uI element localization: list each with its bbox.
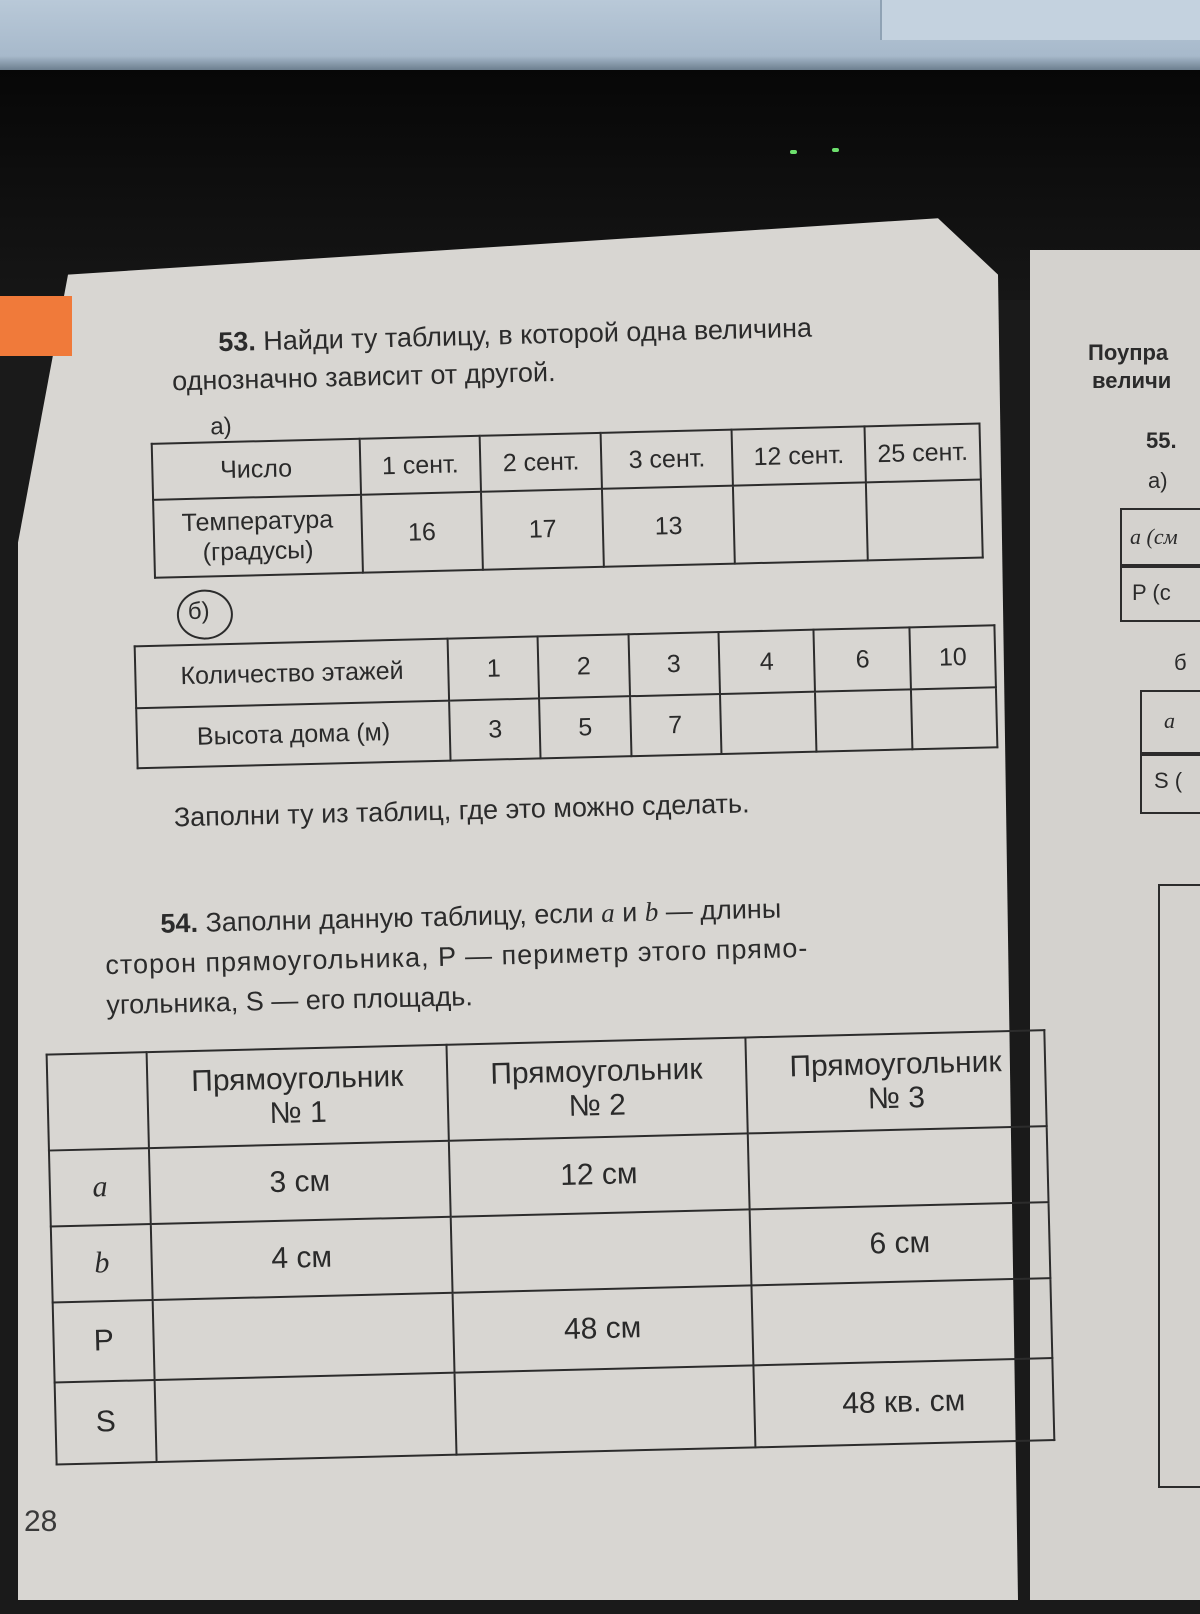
header-rect-1 [147,1045,448,1148]
ex53-part-a: а) [209,412,232,441]
table-b-cell: 3 [449,698,541,760]
ex53-number: 53. [217,326,257,358]
cell-a-3 [748,1126,1049,1209]
header-title: Прямоугольник [489,1052,703,1091]
right-row-a2: a [1164,708,1175,733]
right-table-cell [1140,690,1200,756]
cell-s-3: 48 кв. см [753,1358,1054,1447]
ex54-text-line2: сторон прямоугольника, P — периметр этого прямо- [105,932,809,981]
right-part-a: а) [1148,468,1168,493]
ex53-text-line2: однозначно зависит от другой. [171,356,556,397]
right-table-cell [1120,564,1200,622]
table-a-cell: 17 [481,489,604,570]
row-label-p: P [53,1300,155,1382]
ex54-number: 54. [160,907,199,939]
cell-p-3 [751,1278,1052,1365]
table-rectangles [46,1029,1056,1465]
header-title: Прямоугольник [190,1059,404,1099]
table-a-cell: 12 сент. [732,426,866,485]
ex53-instruction: Заполни ту из таблиц, где это можно сделать. [173,788,750,833]
table-corner-cell [47,1052,150,1150]
cell-a-2: 12 см [448,1133,749,1216]
right-ex55-number: 55. [1146,428,1177,453]
page-number: 28 [24,1505,58,1538]
ex54-and: и [621,897,638,928]
ex54-text-line3: угольника, S — его площадь. [106,981,474,1021]
header-number: № 1 [269,1095,328,1131]
right-empty-table [1158,884,1200,1488]
cell-b-1: 4 см [151,1217,452,1300]
table-b-cell: 2 [538,634,630,698]
table-a-cell: 16 [361,492,484,573]
cell-b-2 [450,1209,751,1292]
table-a-cell: 3 сент. [601,430,733,489]
table-b [134,624,999,769]
right-part-b: б [1174,650,1187,675]
var-b: b [644,896,659,927]
right-table-cell [1120,508,1200,568]
ex54-line1 [160,894,781,940]
cell-s-1 [155,1373,456,1462]
right-row-s: S ( [1154,768,1183,793]
table-b-cell: 4 [718,630,815,694]
right-heading-2: величи [1092,368,1172,393]
table-b-row-label: Количество этажей [135,639,450,709]
table-a-cell: 1 сент. [359,436,481,495]
table-b-cell [720,692,817,754]
cell-s-2 [454,1365,755,1454]
table-a-cell [866,480,983,561]
table-b-cell: 7 [630,694,722,756]
table-b-cell [911,687,997,749]
header-title: Прямоугольник [789,1045,1002,1084]
cell-a-1: 3 см [149,1141,450,1224]
table-b-cell: 6 [814,627,911,691]
table-b-cell: 5 [539,696,631,758]
row-label-b: b [51,1224,153,1302]
ex54-text: Заполни данную таблицу, если [205,898,594,938]
ex53-text-line1: Найди ту таблицу, в которой одна величина [262,312,813,357]
table-a [151,423,984,579]
ex53-part-b: б) [187,597,210,625]
var-a: a [600,897,616,928]
row-label-a: a [49,1148,151,1226]
table-b-cell: 1 [448,636,540,700]
table-b-row-label: Высота дома (м) [136,701,451,769]
table-a-cell: 13 [602,486,735,567]
row-label-s: S [55,1380,157,1464]
header-number: № 2 [568,1088,627,1123]
right-row-p: P (с [1132,580,1171,605]
table-b-cell: 10 [910,625,996,689]
table-a-cell [733,482,868,563]
cell-p-2: 48 см [452,1285,753,1372]
header-rect-2 [446,1037,747,1140]
ex53-line1 [218,313,812,359]
header-number: № 3 [867,1081,926,1116]
table-b-cell: 3 [628,632,720,696]
table-a-header-label: Число [152,439,361,500]
right-row-a: a (см [1130,524,1178,549]
table-b-cell [815,689,912,751]
ex54-text: — длины [665,893,782,927]
table-a-cell: 2 сент. [480,433,602,492]
cell-b-3: 6 см [749,1202,1050,1285]
right-heading-1: Поупра [1088,340,1169,365]
table-a-row-label: Температура (градусы) [153,495,362,578]
cell-p-1 [153,1293,454,1380]
table-a-cell: 25 сент. [865,424,981,483]
header-rect-3 [745,1030,1046,1133]
right-table-cell [1140,752,1200,814]
